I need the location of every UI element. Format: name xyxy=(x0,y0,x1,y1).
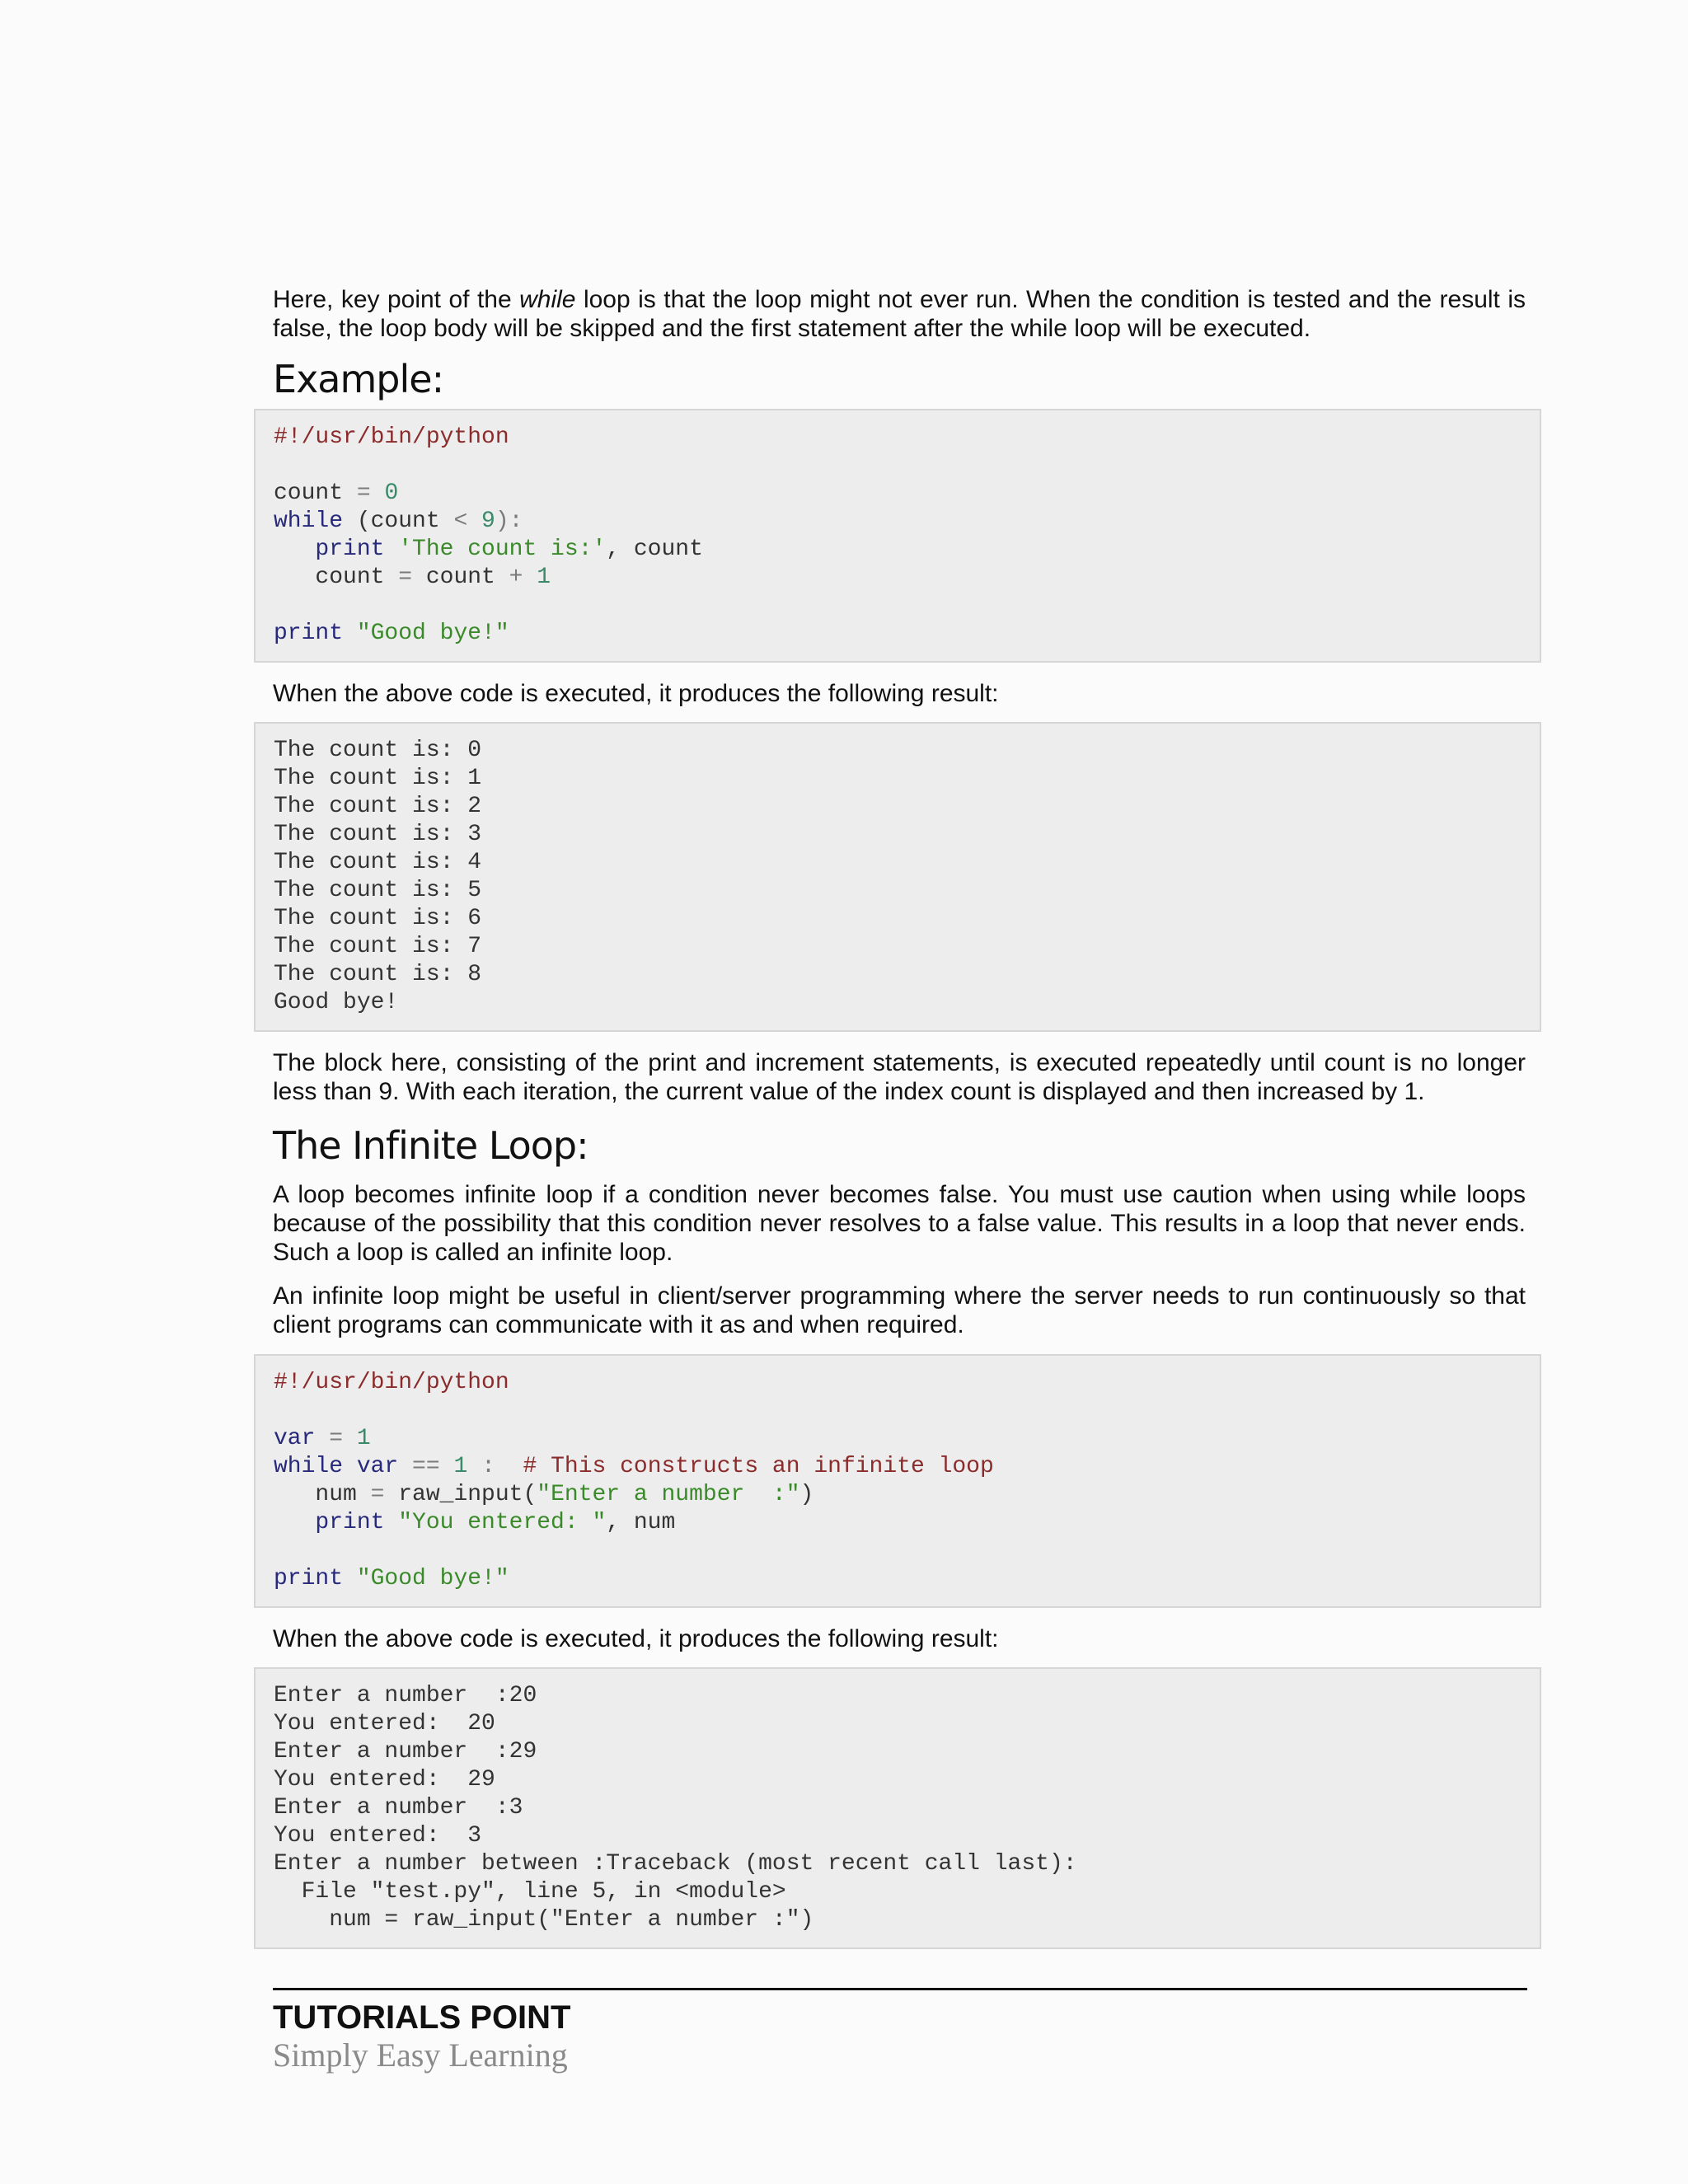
output-line: The count is: 1 xyxy=(274,766,482,791)
output-line: Enter a number :3 xyxy=(274,1795,523,1821)
intro-paragraph xyxy=(273,285,1526,343)
footer-brand: TUTORIALS POINT xyxy=(273,1999,571,2036)
output-line: The count is: 3 xyxy=(274,822,482,847)
code-block-infinite-loop xyxy=(254,1354,1541,1608)
intro-text-end: loop is that the loop might not ever run. When the condition is tested and the result is false, the loop body will be skipped and the first statement after the while loop will be executed. xyxy=(273,286,1526,342)
code-line: print "Good bye!" xyxy=(274,1566,509,1591)
code-line xyxy=(274,1537,1522,1565)
output-block-while-example xyxy=(254,722,1541,1032)
code-line: #!/usr/bin/python xyxy=(274,424,509,450)
output-line: The count is: 5 xyxy=(274,878,482,903)
result-intro-2: When the above code is executed, it produces the following result: xyxy=(273,1625,999,1652)
code-line xyxy=(274,452,1522,480)
explain-paragraph: The block here, consisting of the print and increment statements, is executed repeatedly until count is no longer less than 9. With each iteration, the current value of the index count is displayed and then increased by 1. xyxy=(273,1049,1526,1105)
output-line: Enter a number :20 xyxy=(274,1683,537,1708)
footer-rule xyxy=(273,1988,1527,1990)
output-line: num = raw_input("Enter a number :") xyxy=(274,1907,814,1933)
code-line: count = 0 xyxy=(274,480,399,506)
output-line: The count is: 8 xyxy=(274,962,482,987)
code-line: #!/usr/bin/python xyxy=(274,1370,509,1395)
output-line: You entered: 29 xyxy=(274,1767,495,1793)
output-line: Enter a number :29 xyxy=(274,1739,537,1765)
output-line: The count is: 4 xyxy=(274,850,482,875)
example-heading: Example: xyxy=(273,357,444,401)
footer-tagline: Simply Easy Learning xyxy=(273,2036,568,2074)
output-line: You entered: 20 xyxy=(274,1711,495,1736)
infinite-paragraph-2: An infinite loop might be useful in client/server programming where the server needs to run continuously so that client programs can communicate with it as and when required. xyxy=(273,1282,1526,1338)
output-line: The count is: 6 xyxy=(274,906,482,931)
code-line xyxy=(274,1397,1522,1425)
code-line: count = count + 1 xyxy=(274,565,551,590)
code-line: print "You entered: ", num xyxy=(274,1510,676,1535)
infinite-loop-heading: The Infinite Loop: xyxy=(273,1123,588,1168)
code-line: print 'The count is:', count xyxy=(274,537,703,562)
code-line: var = 1 xyxy=(274,1426,371,1451)
code-block-while-example xyxy=(254,409,1541,663)
output-block-infinite-loop xyxy=(254,1667,1541,1949)
code-line: while (count < 9): xyxy=(274,509,523,534)
result-intro-1: When the above code is executed, it produces the following result: xyxy=(273,680,999,707)
intro-text-start: Here, key point of the xyxy=(273,286,520,313)
output-line: The count is: 2 xyxy=(274,794,482,819)
output-line: File "test.py", line 5, in <module> xyxy=(274,1879,786,1905)
page-content xyxy=(273,285,1526,1949)
code-line: while var == 1 : # This constructs an infinite loop xyxy=(274,1454,994,1479)
output-line: Good bye! xyxy=(274,990,399,1015)
output-line: You entered: 3 xyxy=(274,1823,482,1849)
code-line: num = raw_input("Enter a number :") xyxy=(274,1482,814,1507)
infinite-paragraph-1: A loop becomes infinite loop if a condition never becomes false. You must use caution when using while loops because of the possibility that this condition never resolves to a false value. This results in a loop that never ends. Such a loop is called an infinite loop. xyxy=(273,1181,1526,1266)
output-line: Enter a number between :Traceback (most recent call last): xyxy=(274,1851,1077,1877)
page-footer xyxy=(273,1988,1527,2074)
intro-italic-while: while xyxy=(519,286,576,313)
code-line xyxy=(274,592,1522,620)
output-line: The count is: 0 xyxy=(274,738,482,763)
output-line: The count is: 7 xyxy=(274,934,482,959)
code-line: print "Good bye!" xyxy=(274,621,509,646)
